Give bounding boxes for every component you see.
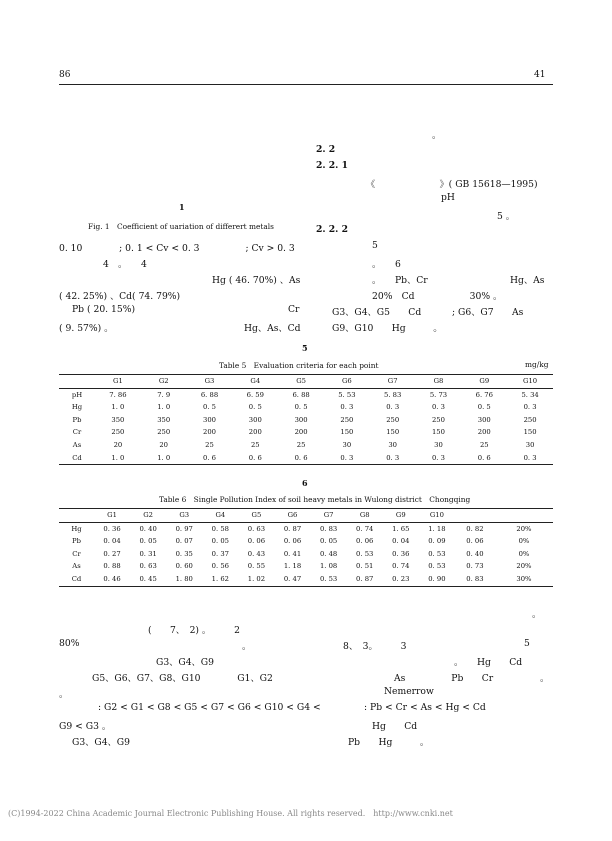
table5-cell: 20 bbox=[113, 440, 123, 449]
table5-cell: 200 bbox=[294, 428, 308, 437]
table5-header-cell: G3 bbox=[204, 377, 215, 385]
table6-cell: 0. 90 bbox=[428, 574, 446, 583]
table6-cell: 0. 48 bbox=[319, 549, 338, 558]
table6-cell: 0. 83 bbox=[466, 574, 484, 583]
table6-header-cell bbox=[455, 509, 495, 523]
text-line: G3、G4、G5 Cd bbox=[332, 307, 422, 318]
table6-cell: 20% bbox=[516, 524, 532, 533]
method-name: Nemerrow bbox=[384, 686, 434, 697]
ref-five: 5 。 bbox=[497, 211, 515, 222]
table5-cell: 6. 76 bbox=[475, 390, 493, 399]
table5-row-label: Cd bbox=[72, 453, 82, 462]
table6-header-cell: G5 bbox=[251, 511, 262, 519]
table6-cell: 0. 09 bbox=[428, 537, 446, 546]
figure-number: 1 bbox=[179, 202, 185, 212]
table5-cell: 250 bbox=[386, 415, 400, 424]
table-6-caption: Table 6 Single Pollution Index of soil heavy metals in Wulong district Chongqing bbox=[159, 495, 471, 504]
header-rule bbox=[59, 84, 553, 85]
table5-cell: 200 bbox=[477, 428, 491, 437]
table5-cell: 250 bbox=[111, 428, 125, 437]
table6-cell: 30% bbox=[516, 574, 532, 583]
text-line: G3、G4、G9 bbox=[72, 737, 130, 748]
table6-cell: 0. 63 bbox=[139, 562, 157, 571]
table5-cell: 30 bbox=[342, 440, 352, 449]
table-6-header-row bbox=[59, 509, 553, 523]
table5-header-cell: G6 bbox=[342, 377, 352, 385]
table5-cell: 300 bbox=[203, 415, 216, 424]
table5-cell: 0. 3 bbox=[523, 403, 537, 412]
text-line: Hg ( 46. 70%) 、As bbox=[212, 275, 301, 286]
text-line: 。 Hg Cd bbox=[454, 657, 523, 668]
table6-cell: 0. 53 bbox=[319, 574, 338, 583]
table5-header-cell: G10 bbox=[523, 377, 538, 385]
table5-cell: 150 bbox=[431, 428, 445, 437]
table5-cell: 200 bbox=[203, 428, 216, 437]
standard-reference: 《 》( GB 15618—1995) bbox=[366, 179, 538, 190]
text-line: G3、G4、G9 bbox=[156, 657, 214, 668]
table6-row-label: Hg bbox=[71, 524, 82, 533]
ordering-line: : Pb < Cr < As < Hg < Cd bbox=[364, 702, 486, 713]
table5-cell: 7. 9 bbox=[157, 390, 171, 399]
text-line: Hg、As、Cd bbox=[244, 323, 301, 334]
table5-cell: 0. 5 bbox=[203, 403, 216, 412]
table5-cell: 0. 6 bbox=[248, 453, 262, 462]
text-line: ( 9. 57%) 。 bbox=[59, 323, 114, 334]
section-heading-2-2-2: 2. 2. 2 bbox=[316, 224, 348, 235]
table-5-caption: Table 5 Evaluation criteria for each point bbox=[219, 361, 379, 370]
table5-cell: 5. 83 bbox=[384, 390, 402, 399]
table5-cell: 0. 3 bbox=[431, 403, 445, 412]
text-line: 。 bbox=[59, 689, 69, 700]
table5-cell: 300 bbox=[477, 415, 491, 424]
table5-cell: 25 bbox=[250, 440, 260, 449]
table5-cell: 200 bbox=[248, 428, 262, 437]
text-line: G5、G6、G7、G8、G10 G1、G2 bbox=[92, 673, 273, 684]
ordering-line: G9 < G3 。 bbox=[59, 721, 112, 732]
table5-cell: 0. 3 bbox=[523, 453, 537, 462]
table6-header-cell: G4 bbox=[215, 511, 226, 519]
table5-cell: 0. 3 bbox=[386, 403, 400, 412]
table5-row-label: Cr bbox=[72, 428, 82, 437]
table5-cell: 250 bbox=[523, 415, 537, 424]
table-5-unit: mg/kg bbox=[525, 360, 549, 369]
table6-cell: 0. 06 bbox=[283, 537, 302, 546]
table5-cell: 350 bbox=[157, 415, 171, 424]
table6-header-cell: G9 bbox=[395, 511, 406, 519]
table6-cell: 0. 74 bbox=[356, 524, 374, 533]
table5-cell: 6. 88 bbox=[200, 390, 219, 399]
table5-cell: 25 bbox=[296, 440, 306, 449]
table5-cell: 6. 88 bbox=[292, 390, 310, 399]
table6-cell: 0. 36 bbox=[103, 524, 121, 533]
table-5-header-row bbox=[59, 375, 553, 389]
section-heading-2-2: 2. 2 bbox=[316, 144, 336, 155]
table6-header-cell: G2 bbox=[143, 511, 154, 519]
table5-cell: 0. 3 bbox=[386, 453, 400, 462]
table6-cell: 0% bbox=[518, 537, 530, 546]
table6-cell: 0. 06 bbox=[247, 537, 266, 546]
table6-header-cell bbox=[495, 509, 553, 523]
table5-header-cell: G9 bbox=[479, 377, 490, 385]
text-line: Hg、As bbox=[510, 275, 545, 286]
table6-cell: 0. 97 bbox=[175, 524, 193, 533]
table5-cell: 150 bbox=[340, 428, 354, 437]
table5-row-label: Pb bbox=[72, 415, 82, 424]
text-line: Cr bbox=[288, 304, 300, 315]
table6-cell: 0. 88 bbox=[103, 562, 121, 571]
text-line: As Pb Cr bbox=[394, 673, 494, 684]
table5-cell: 150 bbox=[523, 428, 537, 437]
table6-cell: 0. 04 bbox=[392, 537, 410, 546]
text-line: ( 7、 2) 。 2 bbox=[148, 625, 240, 636]
ordering-line: : G2 < G1 < G8 < G5 < G7 < G6 < G10 < G4 < bbox=[98, 702, 321, 713]
table6-row bbox=[59, 548, 553, 561]
table6-cell: 0. 82 bbox=[466, 524, 484, 533]
table6-header-cell: G3 bbox=[179, 511, 190, 519]
table5-cell: 0. 5 bbox=[477, 403, 491, 412]
table5-cell: 300 bbox=[248, 415, 262, 424]
table6-cell: 1. 18 bbox=[428, 524, 446, 533]
table6-header-cell: G1 bbox=[107, 511, 117, 519]
table6-cell: 0. 41 bbox=[283, 549, 302, 558]
text-line: Hg Cd bbox=[372, 721, 418, 732]
table5-cell: 0. 6 bbox=[203, 453, 216, 462]
table6-cell: 0. 23 bbox=[392, 574, 410, 583]
table5-cell: 1. 0 bbox=[111, 453, 125, 462]
table-6-number: 6 bbox=[302, 478, 308, 488]
table6-cell: 1. 62 bbox=[211, 574, 229, 583]
table6-cell: 0. 87 bbox=[283, 524, 302, 533]
table5-row-label: pH bbox=[71, 390, 83, 399]
table5-cell: 0. 6 bbox=[477, 453, 491, 462]
table6-row bbox=[59, 535, 553, 548]
table5-cell: 0. 6 bbox=[294, 453, 308, 462]
text-line: ( 42. 25%) 、Cd( 74. 79%) bbox=[59, 291, 181, 302]
table5-header-cell: G8 bbox=[433, 377, 444, 385]
table6-cell: 1. 80 bbox=[175, 574, 193, 583]
table6-cell: 0. 63 bbox=[247, 524, 266, 533]
table5-cell: 1. 0 bbox=[157, 403, 171, 412]
table5-cell: 30 bbox=[434, 440, 443, 449]
table6-row-label: As bbox=[72, 562, 81, 571]
table6-cell: 0. 06 bbox=[356, 537, 374, 546]
table5-header-cell bbox=[59, 375, 95, 389]
table6-row bbox=[59, 560, 553, 573]
table6-cell: 0. 40 bbox=[139, 524, 157, 533]
page-number-left: 86 bbox=[59, 70, 71, 80]
table6-header-cell: G6 bbox=[287, 511, 298, 519]
table5-cell: 0. 3 bbox=[431, 453, 445, 462]
table6-cell: 1. 08 bbox=[319, 562, 338, 571]
table6-cell: 0. 05 bbox=[211, 537, 229, 546]
table5-cell: 1. 0 bbox=[157, 453, 171, 462]
table6-cell: 0. 58 bbox=[211, 524, 229, 533]
copyright-footer: (C)1994-2022 China Academic Journal Electronic Publishing House. All rights reserved. http://www.cnki.net bbox=[8, 809, 453, 818]
table6-row-label: Pb bbox=[72, 537, 81, 546]
table5-row bbox=[59, 439, 553, 452]
table5-cell: 30 bbox=[388, 440, 397, 449]
table6-cell: 0. 45 bbox=[139, 574, 157, 583]
table6-cell: 0. 04 bbox=[103, 537, 121, 546]
table5-header-cell: G7 bbox=[387, 377, 398, 385]
text-line: ; G6、G7 As bbox=[452, 307, 524, 318]
table5-cell: 7. 86 bbox=[109, 390, 127, 399]
text-line: 4 。 4 bbox=[103, 259, 147, 270]
table6-cell: 0. 40 bbox=[466, 549, 484, 558]
table6-cell: 0% bbox=[518, 549, 530, 558]
text-line: 80% bbox=[59, 638, 80, 649]
table5-cell: 150 bbox=[386, 428, 400, 437]
table6-cell: 0. 36 bbox=[392, 549, 410, 558]
table5-cell: 25 bbox=[479, 440, 489, 449]
table6-cell: 0. 06 bbox=[466, 537, 484, 546]
table5-cell: 0. 3 bbox=[340, 403, 354, 412]
table6-cell: 1. 65 bbox=[392, 524, 410, 533]
table5-cell: 0. 3 bbox=[340, 453, 354, 462]
table6-cell: 0. 51 bbox=[356, 562, 374, 571]
table6-row-label: Cd bbox=[71, 574, 82, 583]
table6-cell: 0. 53 bbox=[356, 549, 374, 558]
table6-cell: 0. 83 bbox=[319, 524, 338, 533]
ph-label: pH bbox=[441, 192, 455, 203]
table6-cell: 0. 87 bbox=[356, 574, 374, 583]
table-5 bbox=[59, 374, 553, 465]
table6-cell: 0. 31 bbox=[139, 549, 157, 558]
table6-header-cell: G8 bbox=[359, 511, 370, 519]
table5-cell: 30 bbox=[525, 440, 535, 449]
table6-cell: 0. 46 bbox=[103, 574, 121, 583]
text-line: 5 bbox=[372, 240, 378, 251]
text-line: 。 bbox=[242, 641, 252, 652]
table6-cell: 0. 05 bbox=[319, 537, 338, 546]
table-6 bbox=[59, 508, 553, 587]
table6-cell: 0. 53 bbox=[428, 562, 446, 571]
figure-caption: Fig. 1 Coefficient of uariation of differert metals bbox=[88, 222, 274, 231]
table5-row bbox=[59, 388, 553, 401]
table5-header-cell: G2 bbox=[158, 377, 169, 385]
table5-header-cell: G4 bbox=[250, 377, 261, 385]
table6-cell: 0. 43 bbox=[247, 549, 266, 558]
table5-cell: 0. 5 bbox=[248, 403, 262, 412]
table6-cell: 0. 73 bbox=[466, 562, 484, 571]
table5-cell: 5. 53 bbox=[338, 390, 356, 399]
text-line: Pb Hg 。 bbox=[348, 737, 430, 748]
table6-cell: 0. 60 bbox=[175, 562, 193, 571]
table5-cell: 250 bbox=[431, 415, 445, 424]
text-line: 5 bbox=[524, 638, 530, 649]
table6-cell: 1. 18 bbox=[283, 562, 302, 571]
table5-cell: 1. 0 bbox=[111, 403, 125, 412]
table6-row bbox=[59, 573, 553, 586]
table5-row bbox=[59, 414, 553, 427]
table6-header-cell: G10 bbox=[429, 511, 444, 519]
table5-cell: 6. 59 bbox=[246, 390, 264, 399]
table5-cell: 5. 73 bbox=[429, 390, 448, 399]
table5-row bbox=[59, 452, 553, 465]
table6-cell: 0. 56 bbox=[211, 562, 229, 571]
table6-cell: 0. 37 bbox=[211, 549, 229, 558]
text-line: 。 bbox=[540, 673, 550, 684]
table6-cell: 1. 02 bbox=[247, 574, 266, 583]
table6-cell: 20% bbox=[516, 562, 532, 571]
table6-cell: 0. 05 bbox=[139, 537, 157, 546]
table6-header-cell: G7 bbox=[323, 511, 334, 519]
text-line: 0. 10 ; 0. 1 < Cv < 0. 3 ; Cv > 0. 3 bbox=[59, 243, 295, 254]
table6-header-cell bbox=[59, 509, 94, 523]
table5-cell: 0. 5 bbox=[294, 403, 308, 412]
text-line: G9、G10 Hg 。 bbox=[332, 323, 443, 334]
text-line: 。 Pb、Cr bbox=[372, 275, 428, 286]
table6-row bbox=[59, 522, 553, 535]
table5-cell: 350 bbox=[111, 415, 125, 424]
table5-header-cell: G1 bbox=[113, 377, 123, 385]
table5-row-label: As bbox=[72, 440, 82, 449]
table5-cell: 20 bbox=[159, 440, 169, 449]
table5-cell: 5. 34 bbox=[521, 390, 539, 399]
table5-row bbox=[59, 426, 553, 439]
table5-cell: 250 bbox=[340, 415, 354, 424]
table6-cell: 0. 74 bbox=[392, 562, 410, 571]
page-number-right: 41 bbox=[534, 70, 546, 80]
table5-row-label: Hg bbox=[71, 403, 83, 412]
table5-cell: 250 bbox=[157, 428, 171, 437]
table-5-number: 5 bbox=[302, 343, 308, 353]
text-line: Pb ( 20. 15%) bbox=[72, 304, 136, 315]
table6-cell: 0. 55 bbox=[247, 562, 266, 571]
table6-cell: 0. 47 bbox=[283, 574, 302, 583]
table6-cell: 0. 53 bbox=[428, 549, 446, 558]
table6-cell: 0. 07 bbox=[175, 537, 193, 546]
paragraph-end-mark: 。 bbox=[532, 609, 542, 620]
section-heading-2-2-1: 2. 2. 1 bbox=[316, 160, 348, 171]
table5-header-cell: G5 bbox=[296, 377, 306, 385]
table5-cell: 300 bbox=[294, 415, 308, 424]
table5-cell: 25 bbox=[205, 440, 214, 449]
paragraph-end-mark: 。 bbox=[432, 130, 442, 141]
table6-cell: 0. 27 bbox=[103, 549, 121, 558]
text-line: 。 6 bbox=[372, 259, 401, 270]
text-line: 8、 3。 3 bbox=[343, 641, 407, 652]
table6-cell: 0. 35 bbox=[175, 549, 193, 558]
table6-row-label: Cr bbox=[72, 549, 81, 558]
table5-row bbox=[59, 401, 553, 414]
text-line: 20% Cd 30% 。 bbox=[372, 291, 503, 302]
